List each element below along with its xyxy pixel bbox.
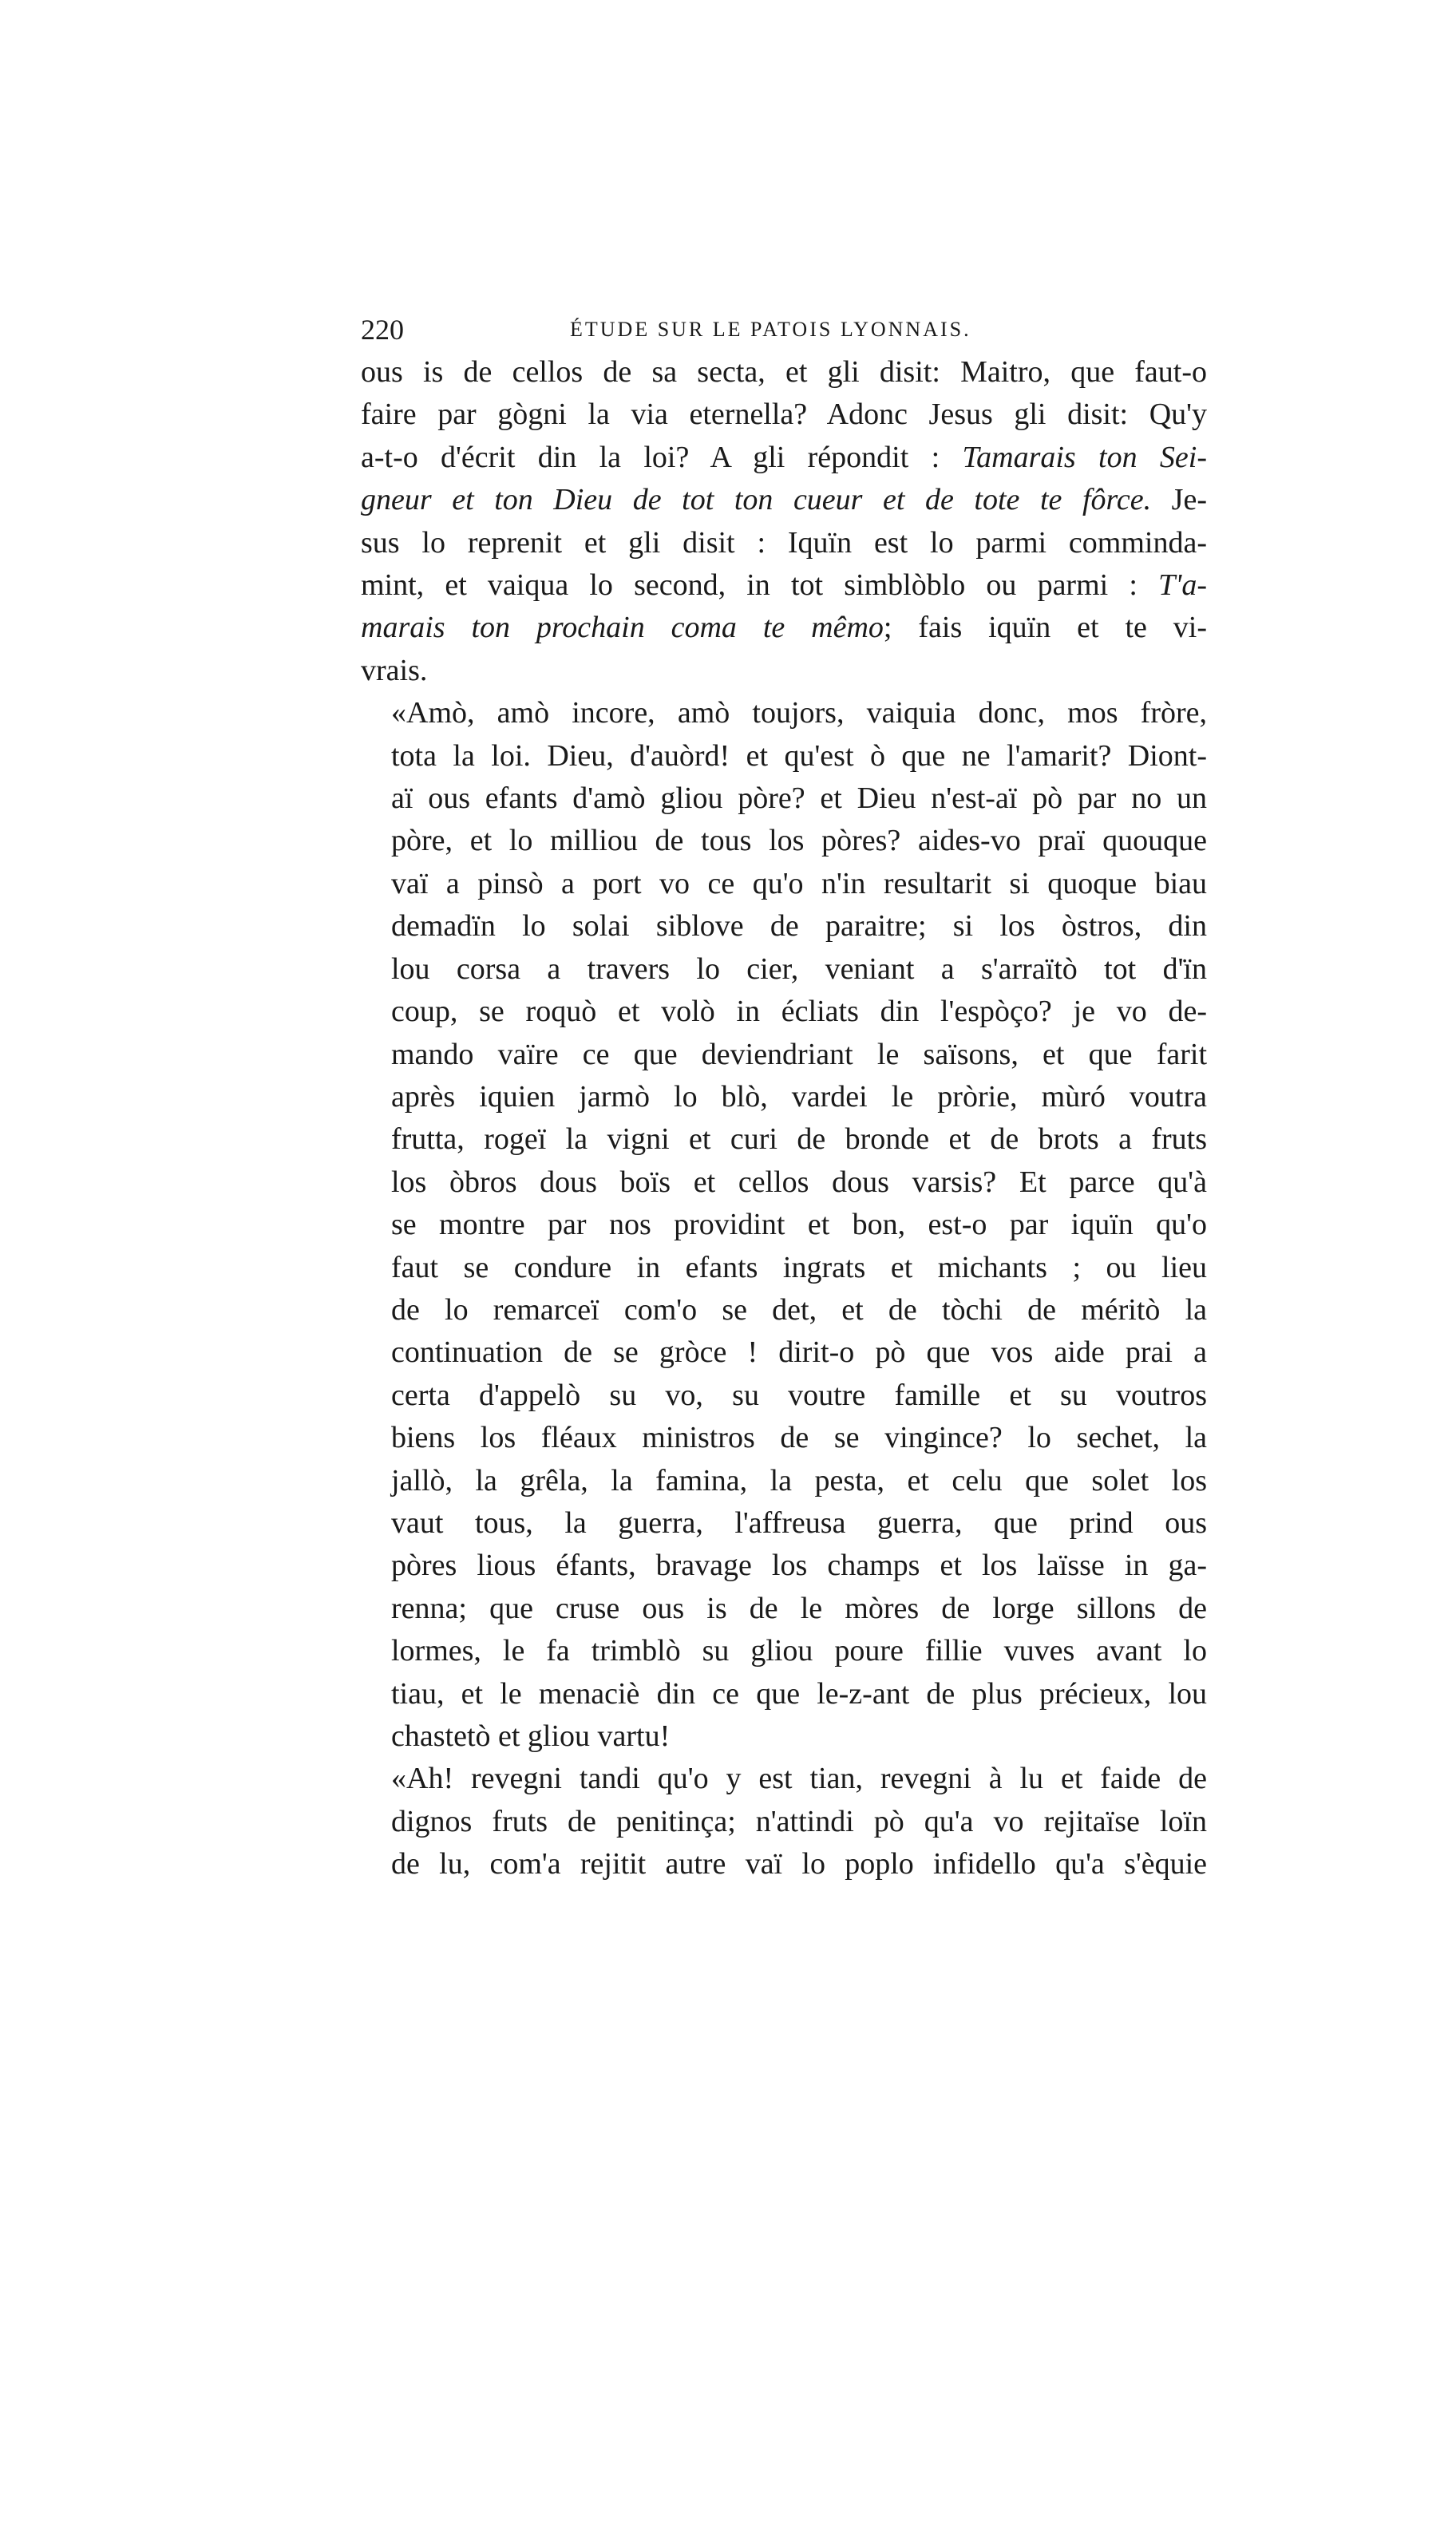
text-run: chastetò et gliou vartu! [391,1719,671,1753]
text-run: faire par gògni la via eternella? Adonc Jesus gli disit: Qu'y [361,398,1207,432]
text-run: de lo remarceï com'o se det, et de tòchi de méritò la [391,1292,1207,1327]
text-line [361,1588,1207,1630]
text-run: tiau, et le menaciè din ce que le-z-ant de plus précieux, lou [391,1676,1207,1711]
paragraph [361,692,1207,1758]
text-run: «Amò, amò incore, amò toujors, vaiquia donc, mos fròre, [391,696,1207,730]
paragraph [361,1758,1207,1885]
text-line [361,650,1207,692]
text-line [361,1161,1207,1204]
text-line [361,564,1207,607]
text-line [361,777,1207,820]
text-run: pòre, et lo milliou de tous los pòres? aides-vo praï quouque [391,824,1207,858]
text-run: ous is de cellos de sa secta, et gli disit: Maitro, que faut-o [361,355,1207,389]
text-line [361,1758,1207,1800]
text-line [361,1289,1207,1331]
italic-text: marais ton prochain coma te mêmo [361,611,884,645]
text-line [361,820,1207,862]
text-line [361,692,1207,734]
text-run: lou corsa a travers lo cier, veniant a s'arraïtò tot d'ïn [391,951,1207,986]
text-line [361,1375,1207,1417]
text-line [361,1502,1207,1545]
text-run: ; fais iquïn et te vi- [883,611,1207,645]
text-line [361,905,1207,948]
text-line [361,1715,1207,1758]
text-line [361,1460,1207,1502]
text-run: mando vaïre ce que deviendriant le saïsons, et que farit [391,1037,1207,1071]
text-run: frutta, rogeï la vigni et curi de bronde et de brots a fruts [391,1122,1207,1157]
italic-text: T'a- [1158,568,1207,603]
text-run: «Ah! revegni tandi qu'o y est tian, revegni à lu et faide de [391,1762,1207,1796]
text-run: après iquien jarmò lo blò, vardei le pròrie, mùró voutra [391,1079,1207,1114]
text-run: pòres lious éfants, bravage los champs et los laïsse in ga- [391,1549,1207,1583]
paragraph [361,351,1207,692]
text-run: vrais. [361,653,428,687]
text-run: vaut tous, la guerra, l'affreusa guerra, que prind ous [391,1505,1207,1540]
text-line [361,991,1207,1033]
text-line [361,863,1207,905]
page-number: 220 [361,314,404,346]
text-body [361,351,1207,1886]
text-run: certa d'appelò su vo, su voutre famille et su voutros [391,1378,1207,1412]
running-head: ÉTUDE SUR LE PATOIS LYONNAIS. [570,318,971,341]
book-page [361,313,1207,1886]
text-line [361,1417,1207,1459]
text-run: tota la loi. Dieu, d'auòrd! et qu'est ò que ne l'amarit? Diont- [391,738,1207,773]
text-run: continuation de se gròce ! dirit-o pò que vos aide prai a [391,1335,1207,1370]
text-run: se montre par nos providint et bon, est-o par iquïn qu'o [391,1208,1207,1242]
text-line [361,1673,1207,1715]
text-line [361,607,1207,649]
text-line [361,1843,1207,1885]
text-run: mint, et vaiqua lo second, in tot simblòblo ou parmi : [361,568,1159,603]
text-line [361,522,1207,564]
text-run: demadïn lo solai siblove de paraitre; si los òstros, din [391,909,1207,944]
text-line [361,735,1207,777]
text-run: sus lo reprenit et gli disit : Iquïn est lo parmi comminda- [361,525,1207,560]
text-line [361,1801,1207,1843]
text-run: a-t-o d'écrit din la loi? A gli répondit : [361,440,963,474]
text-run: Je- [1151,483,1207,517]
text-run: de lu, com'a rejitit autre vaï lo poplo infidello qu'a s'èquie [391,1847,1207,1881]
text-run: coup, se roquò et volò in écliats din l'espòço? je vo de- [391,995,1207,1029]
text-run: los òbros dous boïs et cellos dous varsis? Et parce qu'à [391,1165,1207,1199]
text-line [361,479,1207,521]
text-line [361,1545,1207,1587]
text-run: dignos fruts de penitinça; n'attindi pò qu'a vo rejitaïse loïn [391,1804,1207,1838]
text-run: biens los fléaux ministros de se vingince? lo sechet, la [391,1421,1207,1455]
text-line [361,1118,1207,1161]
text-line [361,1076,1207,1118]
italic-text: gneur et ton Dieu de tot ton cueur et de tote te fôrce. [361,483,1152,517]
italic-text: Tamarais ton Sei- [962,440,1207,474]
page-header [361,313,1207,351]
text-run: aï ous efants d'amò gliou pòre? et Dieu n'est-aï pò par no un [391,781,1207,816]
text-line [361,394,1207,436]
text-run: faut se condure in efants ingrats et michants ; ou lieu [391,1250,1207,1284]
text-line [361,948,1207,991]
text-line [361,1204,1207,1246]
text-line [361,1630,1207,1672]
text-run: vaï a pinsò a port vo ce qu'o n'in resultarit si quoque biau [391,866,1207,900]
text-line [361,351,1207,394]
text-run: lormes, le fa trimblò su gliou poure fillie vuves avant lo [391,1634,1207,1668]
text-run: jallò, la grêla, la famina, la pesta, et celu que solet los [391,1463,1207,1497]
text-line [361,1247,1207,1289]
text-line [361,1331,1207,1374]
text-line [361,437,1207,479]
text-line [361,1034,1207,1076]
text-run: renna; que cruse ous is de le mòres de lorge sillons de [391,1591,1207,1625]
